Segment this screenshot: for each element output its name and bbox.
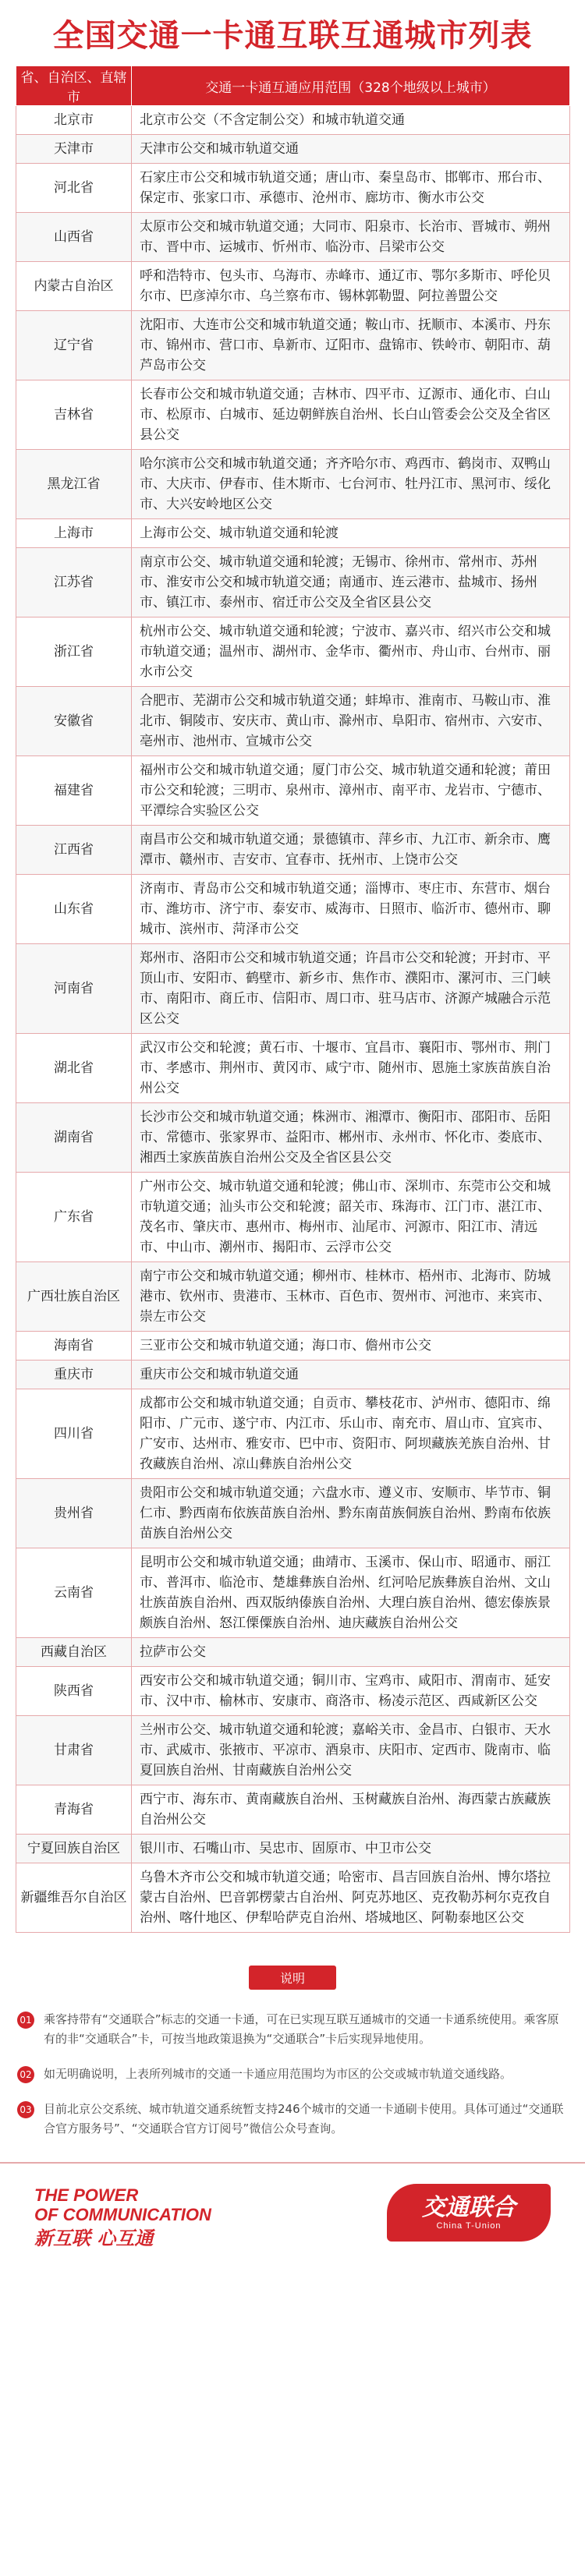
region-cell: 安徽省 (16, 687, 132, 756)
scope-cell: 合肥市、芜湖市公交和城市轨道交通；蚌埠市、淮南市、马鞍山市、淮北市、铜陵市、安庆市、黄山市、滁州市、阜阳市、宿州市、六安市、亳州市、池州市、宣城市公交 (132, 687, 570, 756)
scope-cell: 西安市公交和城市轨道交通；铜川市、宝鸡市、咸阳市、渭南市、延安市、汉中市、榆林市、安康市、商洛市、杨凌示范区、西咸新区公交 (132, 1667, 570, 1716)
table-row (16, 1835, 570, 1863)
table-row (16, 1262, 570, 1332)
scope-cell: 拉萨市公交 (132, 1638, 570, 1667)
scope-cell: 济南市、青岛市公交和城市轨道交通；淄博市、枣庄市、东营市、烟台市、潍坊市、济宁市、泰安市、威海市、日照市、临沂市、德州市、聊城市、滨州市、菏泽市公交 (132, 875, 570, 944)
table-row (16, 380, 570, 450)
slogan-en-line-2: OF COMMUNICATION (34, 2205, 211, 2224)
table-header-row (16, 66, 570, 106)
scope-cell: 乌鲁木齐市公交和城市轨道交通；哈密市、昌吉回族自治州、博尔塔拉蒙古自治州、巴音郭楞蒙古自治州、阿克苏地区、克孜勒苏柯尔克孜自治州、喀什地区、伊犁哈萨克自治州、塔城地区、阿勒泰地区公交 (132, 1863, 570, 1933)
region-cell: 内蒙古自治区 (16, 262, 132, 311)
region-cell: 江苏省 (16, 548, 132, 617)
region-cell: 黑龙江省 (16, 450, 132, 519)
table-row (16, 617, 570, 687)
table-row (16, 1034, 570, 1103)
region-cell: 河南省 (16, 944, 132, 1034)
note-item (17, 2010, 568, 2049)
city-table (16, 65, 570, 1933)
scope-cell: 上海市公交、城市轨道交通和轮渡 (132, 519, 570, 548)
table-row (16, 1785, 570, 1835)
scope-cell: 郑州市、洛阳市公交和城市轨道交通；许昌市公交和轮渡；开封市、平顶山市、安阳市、鹤壁市、新乡市、焦作市、濮阳市、漯河市、三门峡市、南阳市、商丘市、信阳市、周口市、驻马店市、济源产城融合示范区公交 (132, 944, 570, 1034)
note-item (17, 2065, 568, 2084)
header-region: 省、自治区、直辖市 (16, 66, 132, 106)
region-cell: 贵州省 (16, 1479, 132, 1548)
scope-cell: 呼和浩特市、包头市、乌海市、赤峰市、通辽市、鄂尔多斯市、呼伦贝尔市、巴彦淖尔市、乌兰察布市、锡林郭勒盟、阿拉善盟公交 (132, 262, 570, 311)
scope-cell: 哈尔滨市公交和城市轨道交通；齐齐哈尔市、鸡西市、鹤岗市、双鸭山市、大庆市、伊春市、佳木斯市、七台河市、牡丹江市、黑河市、绥化市、大兴安岭地区公交 (132, 450, 570, 519)
region-cell: 福建省 (16, 756, 132, 826)
region-cell: 四川省 (16, 1389, 132, 1479)
table-row (16, 1103, 570, 1173)
footer (0, 2164, 585, 2262)
table-row (16, 262, 570, 311)
table-row (16, 519, 570, 548)
header-scope: 交通一卡通互通应用范围（328个地级以上城市） (132, 66, 570, 106)
slogan-en-line-1: THE POWER (34, 2185, 139, 2205)
scope-cell: 杭州市公交、城市轨道交通和轮渡；宁波市、嘉兴市、绍兴市公交和城市轨道交通；温州市、湖州市、金华市、衢州市、舟山市、台州市、丽水市公交 (132, 617, 570, 687)
region-cell: 北京市 (16, 106, 132, 135)
scope-cell: 北京市公交（不含定制公交）和城市轨道交通 (132, 106, 570, 135)
table-row (16, 1332, 570, 1361)
region-cell: 甘肃省 (16, 1716, 132, 1785)
table-row (16, 1173, 570, 1262)
note-item (17, 2100, 568, 2139)
note-number: 01 (17, 2012, 34, 2029)
table-row (16, 875, 570, 944)
scope-cell: 广州市公交、城市轨道交通和轮渡；佛山市、深圳市、东莞市公交和城市轨道交通；汕头市公交和轮渡；韶关市、珠海市、江门市、湛江市、茂名市、肇庆市、惠州市、梅州市、汕尾市、河源市、阳江市、清远市、中山市、潮州市、揭阳市、云浮市公交 (132, 1173, 570, 1262)
table-row (16, 1667, 570, 1716)
table-row (16, 826, 570, 875)
scope-cell: 福州市公交和城市轨道交通；厦门市公交、城市轨道交通和轮渡；莆田市公交和轮渡；三明市、泉州市、漳州市、南平市、龙岩市、宁德市、平潭综合实验区公交 (132, 756, 570, 826)
region-cell: 天津市 (16, 135, 132, 164)
note-text: 如无明确说明，上表所列城市的交通一卡通应用范围均为市区的公交或城市轨道交通线路。 (44, 2067, 512, 2081)
slogan-cn: 新互联 心互通 (34, 2227, 154, 2249)
region-cell: 辽宁省 (16, 311, 132, 380)
scope-cell: 昆明市公交和城市轨道交通；曲靖市、玉溪市、保山市、昭通市、丽江市、普洱市、临沧市、楚雄彝族自治州、红河哈尼族彝族自治州、文山壮族苗族自治州、西双版纳傣族自治州、大理白族自治州、德宏傣族景颇族自治州、怒江傈僳族自治州、迪庆藏族自治州公交 (132, 1548, 570, 1638)
table-row (16, 1863, 570, 1933)
region-cell: 湖南省 (16, 1103, 132, 1173)
scope-cell: 南昌市公交和城市轨道交通；景德镇市、萍乡市、九江市、新余市、鹰潭市、赣州市、吉安市、宜春市、抚州市、上饶市公交 (132, 826, 570, 875)
scope-cell: 长沙市公交和城市轨道交通；株洲市、湘潭市、衡阳市、邵阳市、岳阳市、常德市、张家界市、益阳市、郴州市、永州市、怀化市、娄底市、湘西土家族苗族自治州公交及全省区县公交 (132, 1103, 570, 1173)
scope-cell: 西宁市、海东市、黄南藏族自治州、玉树藏族自治州、海西蒙古族藏族自治州公交 (132, 1785, 570, 1835)
page-title: 全国交通一卡通互联互通城市列表 (52, 17, 533, 54)
table-row (16, 1638, 570, 1667)
table-row (16, 1548, 570, 1638)
scope-cell: 石家庄市公交和城市轨道交通；唐山市、秦皇岛市、邯郸市、邢台市、保定市、张家口市、承德市、沧州市、廊坊市、衡水市公交 (132, 164, 570, 213)
table-row (16, 106, 570, 135)
note-number: 02 (17, 2066, 34, 2083)
table-row (16, 1479, 570, 1548)
region-cell: 江西省 (16, 826, 132, 875)
region-cell: 青海省 (16, 1785, 132, 1835)
region-cell: 山西省 (16, 213, 132, 262)
table-row (16, 1389, 570, 1479)
logo-en: China T-Union (436, 2221, 502, 2231)
scope-cell: 南宁市公交和城市轨道交通；柳州市、桂林市、梧州市、北海市、防城港市、钦州市、贵港市、玉林市、百色市、贺州市、河池市、来宾市、崇左市公交 (132, 1262, 570, 1332)
scope-cell: 重庆市公交和城市轨道交通 (132, 1361, 570, 1389)
region-cell: 海南省 (16, 1332, 132, 1361)
note-text: 目前北京公交系统、城市轨道交通系统暂支持246个城市的交通一卡通刷卡使用。具体可通过“交通联合官方服务号”、“交通联合官方订阅号”微信公众号查询。 (44, 2102, 564, 2135)
scope-cell: 南京市公交、城市轨道交通和轮渡；无锡市、徐州市、常州市、苏州市、淮安市公交和城市轨道交通；南通市、连云港市、盐城市、扬州市、镇江市、泰州市、宿迁市公交及全省区县公交 (132, 548, 570, 617)
scope-cell: 长春市公交和城市轨道交通；吉林市、四平市、辽源市、通化市、白山市、松原市、白城市、延边朝鲜族自治州、长白山管委会公交及全省区县公交 (132, 380, 570, 450)
table-row (16, 548, 570, 617)
region-cell: 广西壮族自治区 (16, 1262, 132, 1332)
scope-cell: 兰州市公交、城市轨道交通和轮渡；嘉峪关市、金昌市、白银市、天水市、武威市、张掖市、平凉市、酒泉市、庆阳市、定西市、陇南市、临夏回族自治州、甘南藏族自治州公交 (132, 1716, 570, 1785)
scope-cell: 银川市、石嘴山市、吴忠市、固原市、中卫市公交 (132, 1835, 570, 1863)
table-body (16, 106, 570, 1933)
scope-cell: 太原市公交和城市轨道交通；大同市、阳泉市、长治市、晋城市、朔州市、晋中市、运城市、忻州市、临汾市、吕梁市公交 (132, 213, 570, 262)
notes-list (17, 2010, 568, 2139)
note-number: 03 (17, 2101, 34, 2118)
region-cell: 新疆维吾尔自治区 (16, 1863, 132, 1933)
table-row (16, 450, 570, 519)
scope-cell: 武汉市公交和轮渡；黄石市、十堰市、宜昌市、襄阳市、鄂州市、荆门市、孝感市、荆州市、黄冈市、咸宁市、随州市、恩施土家族苗族自治州公交 (132, 1034, 570, 1103)
table-row (16, 1361, 570, 1389)
region-cell: 山东省 (16, 875, 132, 944)
table-row (16, 1716, 570, 1785)
region-cell: 吉林省 (16, 380, 132, 450)
logo-cn: 交通联合 (422, 2194, 516, 2221)
region-cell: 宁夏回族自治区 (16, 1835, 132, 1863)
scope-cell: 天津市公交和城市轨道交通 (132, 135, 570, 164)
region-cell: 西藏自治区 (16, 1638, 132, 1667)
table-row (16, 311, 570, 380)
region-cell: 重庆市 (16, 1361, 132, 1389)
region-cell: 陕西省 (16, 1667, 132, 1716)
region-cell: 上海市 (16, 519, 132, 548)
notes-heading-label: 说明 (249, 1966, 336, 1990)
notes-heading (0, 1966, 585, 1990)
slogan (34, 2185, 211, 2251)
region-cell: 广东省 (16, 1173, 132, 1262)
t-union-logo (387, 2184, 551, 2242)
scope-cell: 贵阳市公交和城市轨道交通；六盘水市、遵义市、安顺市、毕节市、铜仁市、黔西南布依族苗族自治州、黔东南苗族侗族自治州、黔南布依族苗族自治州公交 (132, 1479, 570, 1548)
table-row (16, 756, 570, 826)
table-row (16, 135, 570, 164)
table-row (16, 944, 570, 1034)
scope-cell: 沈阳市、大连市公交和城市轨道交通；鞍山市、抚顺市、本溪市、丹东市、锦州市、营口市、阜新市、辽阳市、盘锦市、铁岭市、朝阳市、葫芦岛市公交 (132, 311, 570, 380)
table-row (16, 164, 570, 213)
region-cell: 河北省 (16, 164, 132, 213)
region-cell: 云南省 (16, 1548, 132, 1638)
scope-cell: 三亚市公交和城市轨道交通；海口市、儋州市公交 (132, 1332, 570, 1361)
region-cell: 湖北省 (16, 1034, 132, 1103)
scope-cell: 成都市公交和城市轨道交通；自贡市、攀枝花市、泸州市、德阳市、绵阳市、广元市、遂宁市、内江市、乐山市、南充市、眉山市、宜宾市、广安市、达州市、雅安市、巴中市、资阳市、阿坝藏族羌族自治州、甘孜藏族自治州、凉山彝族自治州公交 (132, 1389, 570, 1479)
table-row (16, 213, 570, 262)
table-row (16, 687, 570, 756)
note-text: 乘客持带有“交通联合”标志的交通一卡通，可在已实现互联互通城市的交通一卡通系统使用。乘客原有的非“交通联合”卡，可按当地政策退换为“交通联合”卡后实现异地使用。 (44, 2012, 559, 2046)
region-cell: 浙江省 (16, 617, 132, 687)
